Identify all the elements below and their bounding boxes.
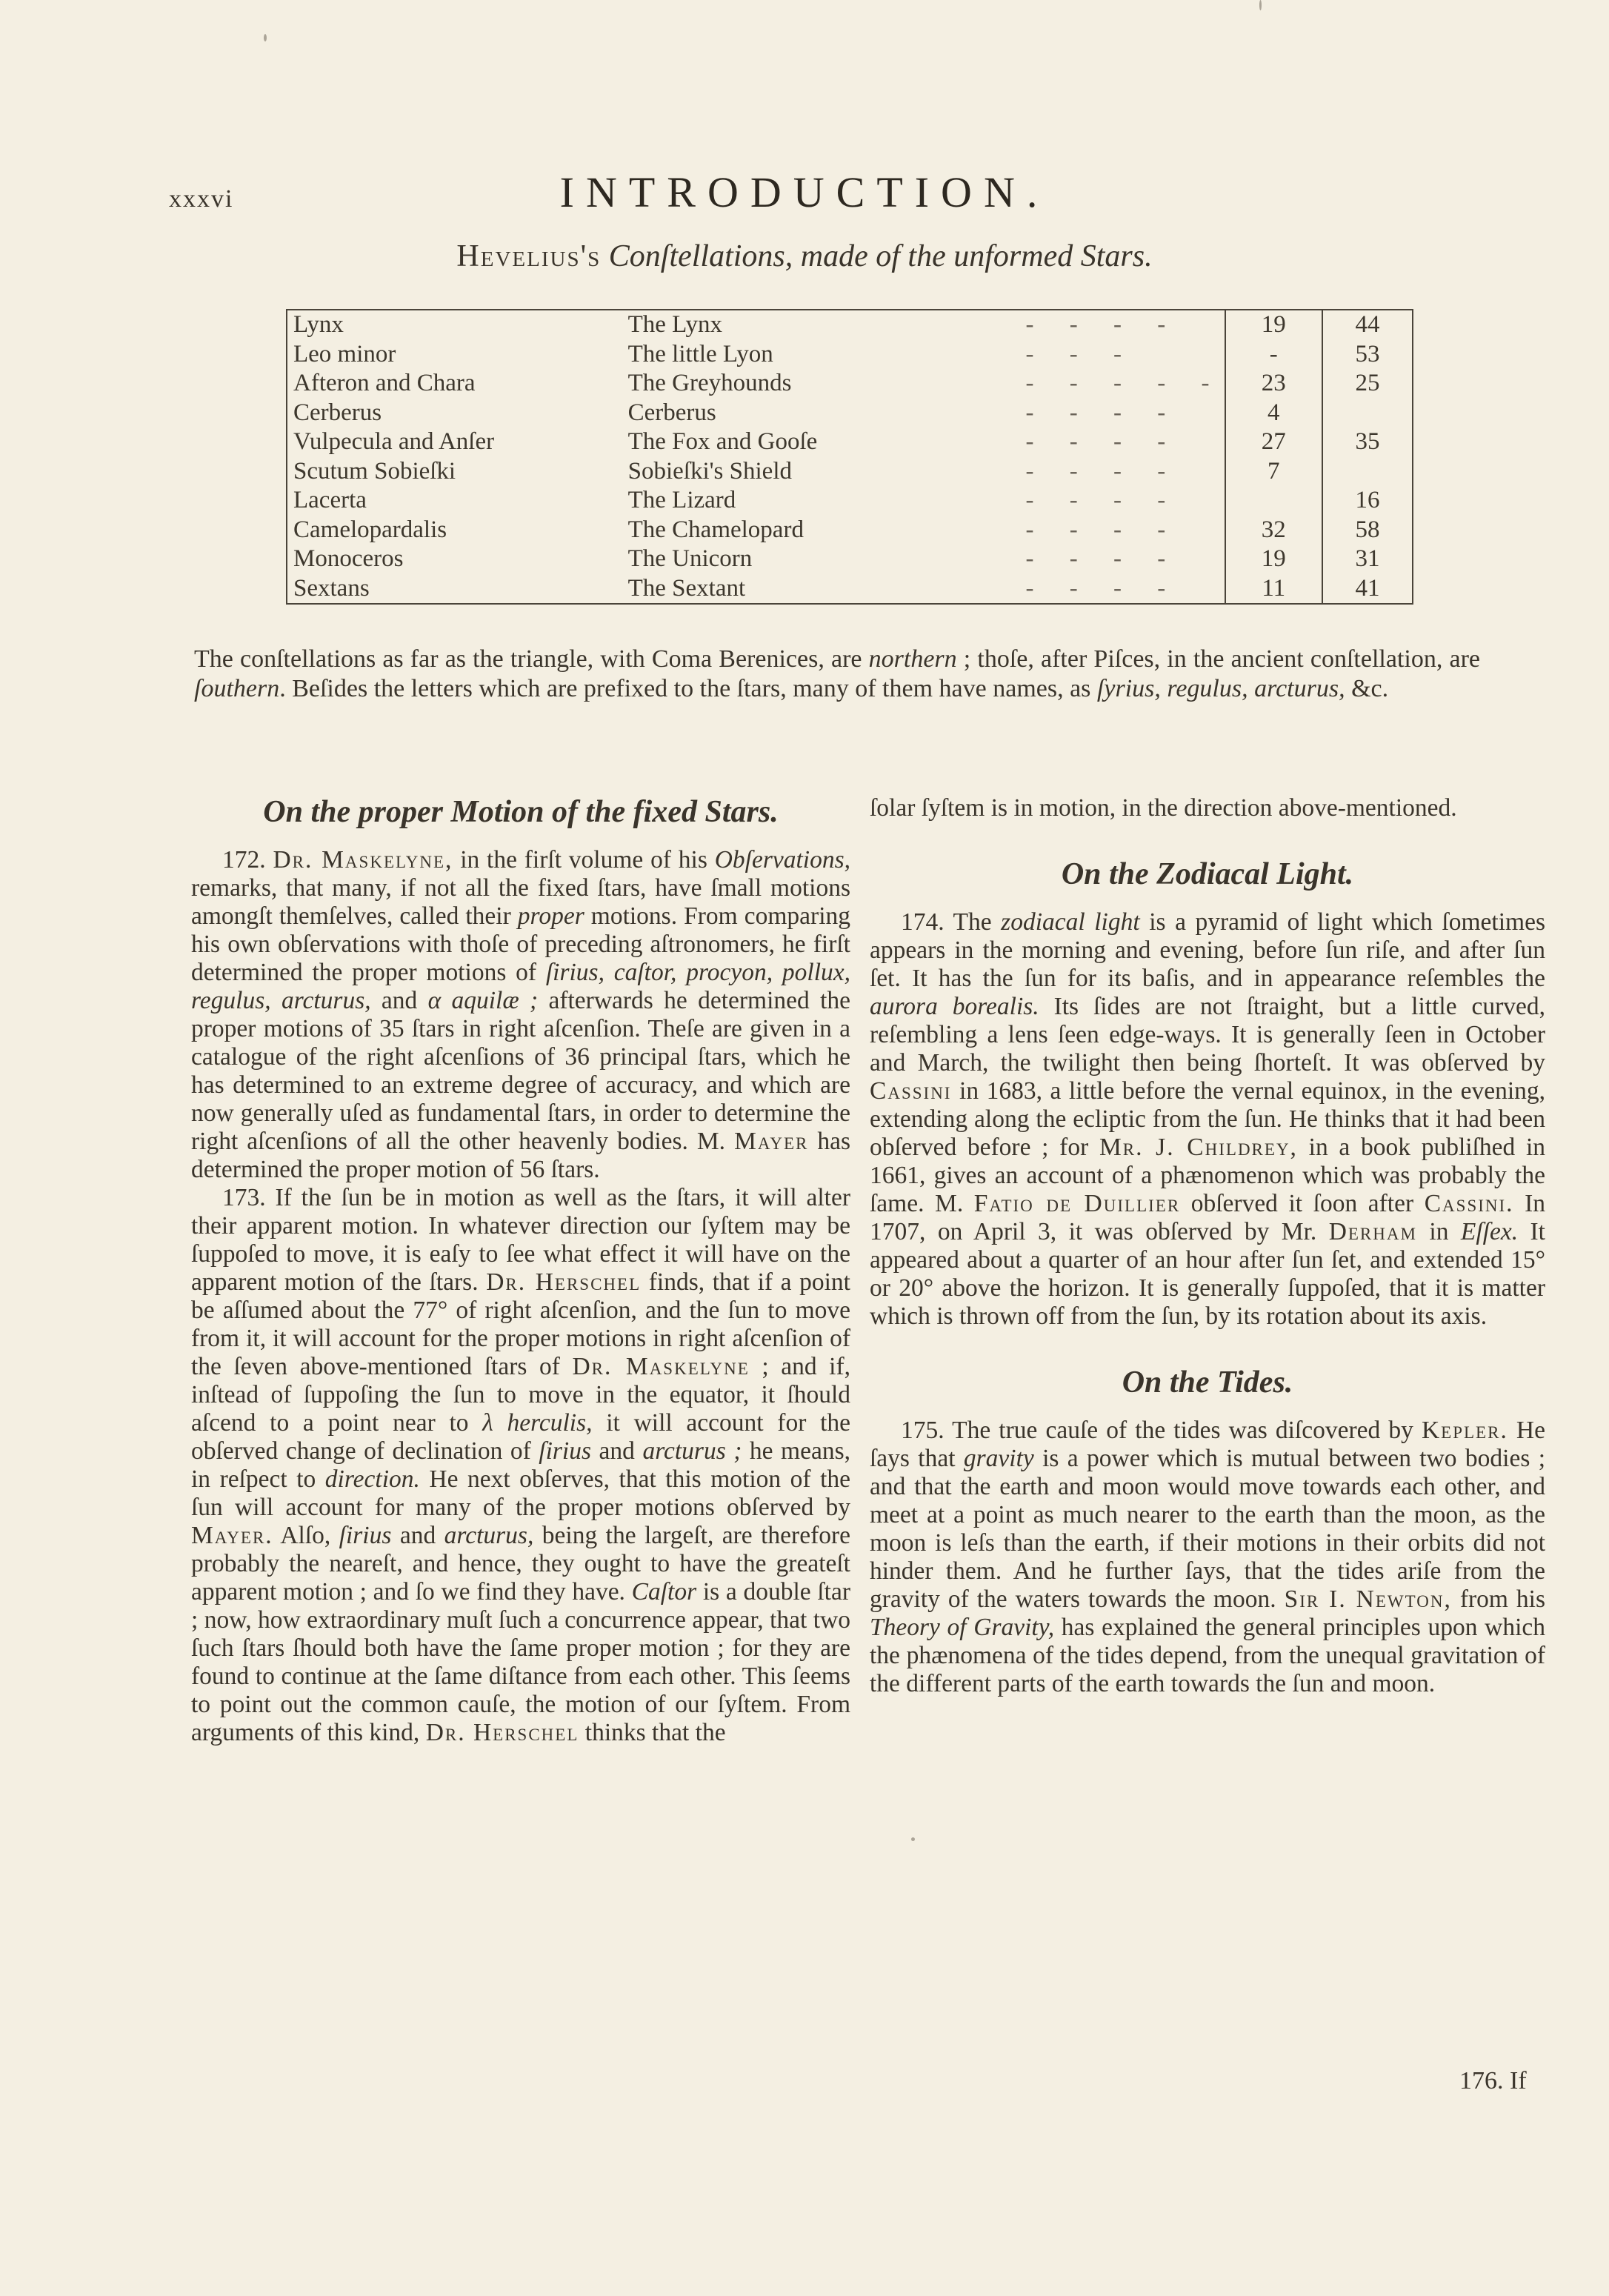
latin-name-cell: Cerberus — [287, 399, 628, 428]
star-count-cell-1 — [1225, 486, 1323, 516]
english-name-cell: The Greyhounds — [627, 370, 792, 396]
english-name-cell: The Sextant — [628, 574, 1026, 605]
section-heading-proper-motion: On the proper Motion of the fixed Stars. — [263, 795, 779, 829]
english-name-cell: Cerberus — [627, 399, 716, 426]
latin-name-cell: Scutum Sobieſki — [287, 457, 628, 487]
note-text: The conſtellations as far as the triangle, with Coma Berenices, are — [194, 645, 869, 673]
english-name-cell: The little Lyon — [627, 340, 773, 367]
star-count-cell-2: 41 — [1322, 574, 1413, 605]
latin-name-cell: Vulpecula and Anſer — [287, 427, 628, 457]
leader-dots-cell: - - - - — [1025, 487, 1181, 513]
leader-dots-cell: - - - - — [1025, 428, 1181, 455]
section-heading-tides: On the Tides. — [1122, 1365, 1293, 1400]
star-count-cell-1: 19 — [1225, 545, 1323, 574]
note-italic: ſouthern — [194, 675, 280, 702]
paragraph-172-continued: ſolar ſyſtem is in motion, in the direction above-mentioned. — [870, 794, 1457, 822]
table-row — [287, 369, 1413, 399]
leader-dots-cell: - - - - — [1025, 516, 1181, 543]
latin-name-cell: Monoceros — [287, 545, 628, 574]
star-count-cell-2: 16 — [1322, 486, 1413, 516]
note-italic: ſyrius, regulus, arcturus, — [1096, 675, 1345, 702]
star-count-cell-1: 19 — [1225, 310, 1323, 340]
star-count-cell-1: 23 — [1225, 369, 1323, 399]
star-count-cell-1: - — [1225, 340, 1323, 370]
table-row — [287, 427, 1413, 457]
paper-speck — [1259, 0, 1262, 10]
note-italic: northern — [868, 645, 957, 673]
star-count-cell-2 — [1322, 457, 1413, 487]
star-count-cell-1: 32 — [1225, 516, 1323, 545]
latin-name-cell: Camelopardalis — [287, 516, 628, 545]
paper-speck — [911, 1837, 915, 1841]
note-text: &c. — [1345, 675, 1389, 702]
star-count-cell-1: 11 — [1225, 574, 1323, 605]
running-title: INTRODUCTION. — [559, 168, 1050, 216]
english-name-cell: The Chamelopard — [627, 516, 804, 543]
english-name-cell: The Unicorn — [627, 545, 753, 572]
leader-dots-cell: - - - — [1025, 340, 1137, 367]
constellation-table — [286, 309, 1413, 605]
leader-dots-cell: - - - - - — [1025, 370, 1225, 396]
constellations-note — [194, 645, 1480, 704]
star-count-cell-2 — [1322, 399, 1413, 428]
star-count-cell-2: 44 — [1322, 310, 1413, 340]
star-count-cell-1: 7 — [1225, 457, 1323, 487]
star-count-cell-2: 53 — [1322, 340, 1413, 370]
table-title-text: Conſtellations, made of the unformed Stars. — [608, 239, 1153, 273]
table-row — [287, 545, 1413, 574]
leader-dots-cell: - - - - — [1025, 399, 1181, 426]
english-name-cell: The Lizard — [627, 487, 736, 513]
note-text: . Beſides the letters which are prefixed to the ſtars, many of them have names, as — [279, 675, 1097, 702]
catchword: 176. If — [1459, 2067, 1527, 2094]
paragraph-172: 172. Dr. Maskelyne, in the firſt volume of his Obſervations, remarks, that many, if not all the fixed ſtars, have ſmall motions amongſt themſelves, called their proper motions. From comparing his own obſervations with thoſe of preceding aſtronomers, he firſt determined the proper motions of ſirius, caſtor, procyon, pollux, regulus, arcturus, and α aquilæ ; afterwards he determined the proper motions of 35 ſtars in right aſcenſion. Theſe are given in a catalogue of the right aſcenſions of 36 principal ſtars, which he has determined to an extreme degree of accuracy, and which are now generally uſed as fundamental ſtars, in order to determine the right aſcenſions of all the other heavenly bodies. M. Mayer has determined the proper motion of 56 ſtars. — [191, 846, 851, 1183]
latin-name-cell: Lacerta — [287, 486, 628, 516]
latin-name-cell: Sextans — [287, 574, 628, 605]
star-count-cell-2: 35 — [1322, 427, 1413, 457]
star-count-cell-2: 58 — [1322, 516, 1413, 545]
leader-dots-cell: - - - - — [1026, 574, 1225, 605]
paragraph-173: 173. If the ſun be in motion as well as the ſtars, it will alter their apparent motion. In whatever direction our ſyſtem may be ſuppoſed to move, it is eaſy to ſee what effect it will have on the apparent motion of the ſtars. Dr. Herschel finds, that if a point be aſſumed about the 77° of right aſcenſion, and the ſun to move from it, it will account for the proper motions in right aſcenſion of the ſeven above-mentioned ſtars of Dr. Maskelyne ; and if, inſtead of ſuppoſing the ſun to move in the equator, it ſhould aſcend to a point near to λ herculis, it will account for the obſerved change of declination of ſirius and arcturus ; he means, in reſpect to direction. He next obſerves, that this motion of the ſun will account for many of the proper motions obſerved by Mayer. Alſo, ſirius and arcturus, being the largeſt, are therefore probably the neareſt, and hence, they ought to have the greateſt apparent motion ; and ſo we find they have. Caſtor is a double ſtar ; now, how extraordinary muſt ſuch a concurrence appear, that two ſuch ſtars ſhould both have the ſame proper motion ; for they are found to continue at the ſame diſtance from each other. This ſeems to point out the common cauſe, the motion of our ſyſtem. From arguments of this kind, Dr. Herschel thinks that the — [191, 1184, 851, 1746]
leader-dots-cell: - - - - — [1025, 545, 1181, 572]
english-name-cell: The Lynx — [628, 310, 1026, 340]
table-row — [287, 574, 1413, 605]
table-title — [0, 239, 1609, 274]
paper-speck — [264, 34, 267, 41]
table-title-author: Hevelius's — [456, 239, 602, 273]
section-heading-zodiacal-light: On the Zodiacal Light. — [1061, 857, 1354, 891]
table-row — [287, 516, 1413, 545]
table-row — [287, 457, 1413, 487]
english-name-cell: The Fox and Gooſe — [627, 428, 818, 455]
right-column — [870, 794, 1545, 1698]
latin-name-cell: Leo minor — [287, 340, 628, 370]
star-count-cell-1: 4 — [1225, 399, 1323, 428]
latin-name-cell: Afteron and Chara — [287, 369, 628, 399]
star-count-cell-2: 31 — [1322, 545, 1413, 574]
star-count-cell-1: 27 — [1225, 427, 1323, 457]
english-name-cell: Sobieſki's Shield — [627, 457, 792, 485]
table-row — [287, 399, 1413, 428]
left-column — [191, 794, 850, 1747]
leader-dots-cell: - - - - — [1026, 310, 1225, 340]
page-number: xxxvi — [169, 185, 234, 213]
star-count-cell-2: 25 — [1322, 369, 1413, 399]
paragraph-175: 175. The true cauſe of the tides was diſcovered by Kepler. He ſays that gravity is a power which is mutual between two bodies ; and that the earth and moon would move towards each other, and meet at a point as much nearer to the earth than the moon, as the moon is leſs than the earth, if their motions in their orbits did not hinder them. And he further ſays, that the tides ariſe from the gravity of the waters towards the moon. Sir I. Newton, from his Theory of Gravity, has explained the general principles upon which the phænomena of the tides depend, from the unequal gravitation of the different parts of the earth towards the ſun and moon. — [870, 1417, 1546, 1697]
leader-dots-cell: - - - - — [1025, 457, 1181, 485]
table-row — [287, 310, 1413, 340]
table-row — [287, 340, 1413, 370]
table-row — [287, 486, 1413, 516]
latin-name-cell: Lynx — [287, 310, 628, 340]
paragraph-174: 174. The zodiacal light is a pyramid of light which ſometimes appears in the morning and evening, before ſun riſe, and after ſun ſet. It has the ſun for its baſis, and in appearance reſembles the aurora borealis. Its ſides are not ſtraight, but a little curved, reſembling a lens ſeen edge-ways. It is generally ſeen in October and March, the twilight then being ſhorteſt. It was obſerved by Cassini in 1683, a little before the vernal equinox, in the evening, extending along the ecliptic from the ſun. He thinks that it had been obſerved before ; for Mr. J. Childrey, in a book publiſhed in 1661, gives an account of a phænomenon which was probably the ſame. M. Fatio de Duillier obſerved it ſoon after Cassini. In 1707, on April 3, it was obſerved by Mr. Derham in Eſſex. It appeared about a quarter of an hour after ſun ſet, and extended 15° or 20° above the horizon. It is generally ſuppoſed, that it is matter which is thrown off from the ſun, by its rotation about its axis. — [870, 908, 1546, 1330]
note-text: ; thoſe, after Piſces, in the ancient conſtellation, are — [956, 645, 1480, 673]
